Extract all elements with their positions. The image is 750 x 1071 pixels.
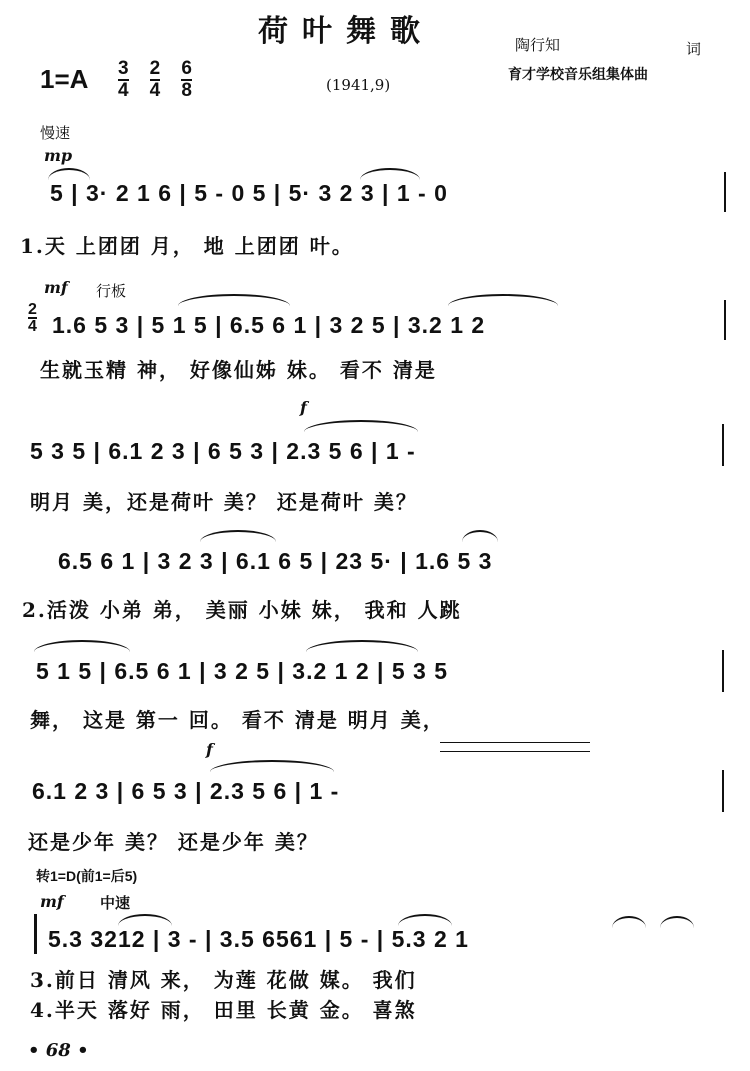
lyrics-line-6: 还是少年 美？ 还是少年 美？ [28,830,319,854]
slur [306,640,418,652]
meter-2-4: $\frac{2}{4}$ [149,58,161,101]
slur [398,914,452,926]
slur [210,760,334,772]
slur [48,168,90,180]
notes-line-7: 5.3 3212 | 3 - | 3.5 6561 | 5 - | 5.3 2 1 [48,926,469,952]
notes-line-3: 5 3 5 | 6.1 2 3 | 6 5 3 | 2.3 5 6 | 1 - [30,438,416,464]
lyrics-line-4: 2.活泼 小弟 弟， 美丽 小妹 妹， 我和 人跳 [22,598,462,622]
tempo-marking: 中速 [100,894,131,912]
repeat-barline [34,914,37,954]
slur [304,420,418,432]
dynamic-mf: mf [40,892,64,911]
dynamic-mf: mf [44,278,68,297]
notes-line-2: 1.6 5 3 | 5 1 5 | 6.5 6 1 | 3 2 5 | 3.2 1 2 [52,312,486,338]
notes-line-4: 6.5 6 1 | 3 2 3 | 6.1 6 5 | 23 5· | 1.6 5 3 [58,548,493,574]
lyrics-line-5: 舞， 这是 第一 回。 看不 清是 明月 美， [30,708,445,732]
slur [448,294,558,306]
slur [660,916,694,928]
page-number: • 68 • [28,1040,89,1061]
slur [200,530,276,542]
tempo-marking: 慢速 [40,124,71,142]
slur [612,916,646,928]
barline [722,770,724,812]
dynamic-f: f [206,740,213,759]
barline [722,650,724,692]
lyrics-line-7b: 4.半天 落好 雨， 田里 长黄 金。 喜煞 [30,998,417,1022]
lyrics-line-7a: 3.前日 清风 来， 为莲 花做 媒。 我们 [30,968,417,992]
slur [178,294,290,306]
lyrics-line-3: 明月 美，还是荷叶 美？ 还是荷叶 美？ [30,490,418,514]
time-signatures [118,60,208,100]
lyricist-role: 词 [686,40,702,58]
barline [724,300,726,340]
barline [724,172,726,212]
notes-line-5: 5 1 5 | 6.5 6 1 | 3 2 5 | 3.2 1 2 | 5 3 5 [36,658,448,684]
key-change: 转1=D(前1=后5) [36,868,138,884]
key-signature: 1=A [40,64,89,94]
tempo-marking: 行板 [96,282,127,300]
dynamic-mp: mp [44,146,73,165]
dynamic-f: f [300,398,307,417]
slur [360,168,420,180]
notes-line-6: 6.1 2 3 | 6 5 3 | 2.3 5 6 | 1 - [32,778,340,804]
lyricist: 陶行知 [515,36,561,54]
meter-3-4: $\frac{3}{4}$ [118,58,129,101]
composer: 育才学校音乐组集体曲 [508,67,648,83]
crescendo-mark [440,742,590,752]
slur [462,530,498,542]
meter-6-8: $\frac{6}{8}$ [181,58,192,101]
song-title: 荷叶舞歌 [258,14,434,49]
composition-date: (1941,9) [326,76,391,94]
lyrics-line-1: 1.天 上团团 月， 地 上团团 叶。 [20,234,354,258]
lyrics-line-2: 生就玉精 神， 好像仙姊 妹。 看不 清是 [40,358,437,382]
slur [34,640,130,652]
slur [118,914,172,926]
notes-line-1: 5 | 3· 2 1 6 | 5 - 0 5 | 5· 3 2 3 | 1 - 0 [50,180,448,206]
barline [722,424,724,466]
meter-2-4-inline: 2 4 [28,301,37,335]
